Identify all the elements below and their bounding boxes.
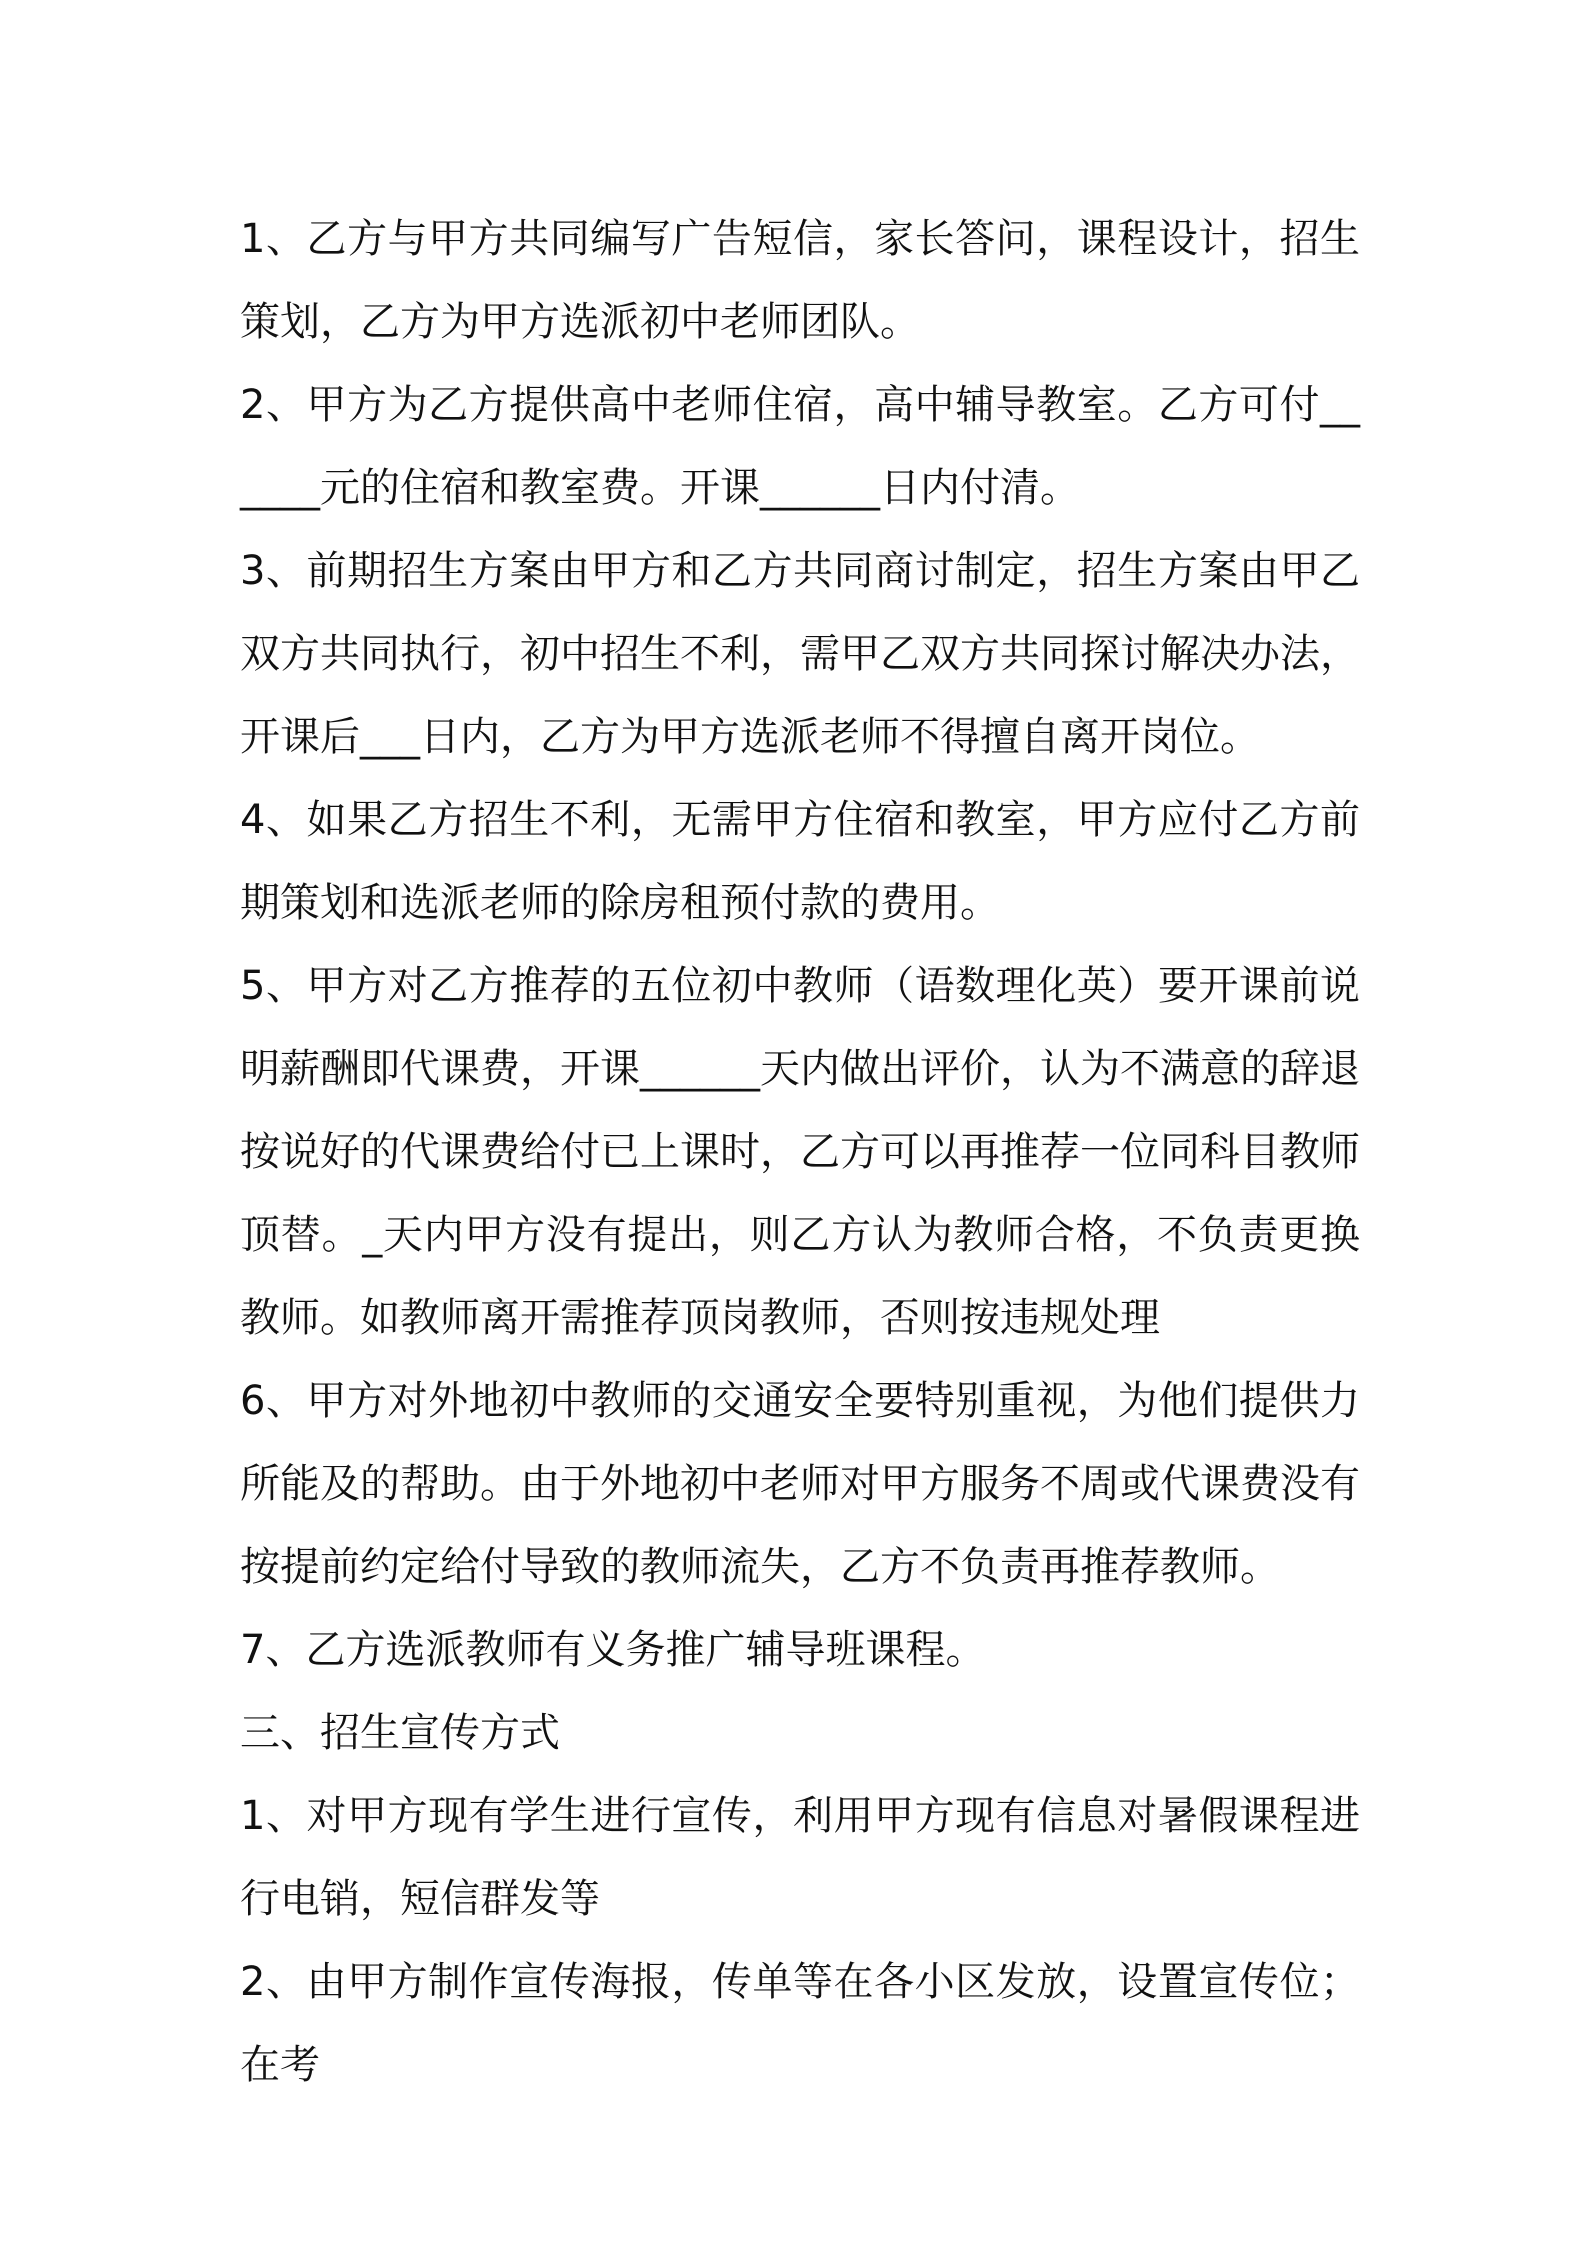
paragraph-clause-2: 2、甲方为乙方提供高中老师住宿，高中辅导教室。乙方可付______元的住宿和教室费。开课______日内付清。 [240, 382, 1360, 511]
paragraph-promo-1: 1、对甲方现有学生进行宣传，利用甲方现有信息对暑假课程进行电销，短信群发等 [240, 1793, 1360, 1922]
section-heading: 三、招生宣传方式 [240, 1710, 560, 1756]
paragraph-clause-5: 5、甲方对乙方推荐的五位初中教师（语数理化英）要开课前说明薪酬即代课费，开课______天内做出评价，认为不满意的辞退按说好的代课费给付已上课时，乙方可以再推荐一位同科目教师顶替。_天内甲方没有提出，则乙方认为教师合格，不负责更换教师。如教师离开需推荐顶岗教师，否则按违规处理 [240, 963, 1360, 1341]
document-body [240, 198, 1360, 2107]
paragraph-clause-7: 7、乙方选派教师有义务推广辅导班课程。 [240, 1627, 986, 1673]
paragraph-clause-1: 1、乙方与甲方共同编写广告短信，家长答问，课程设计，招生策划，乙方为甲方选派初中老师团队。 [240, 216, 1360, 345]
paragraph-clause-4: 4、如果乙方招生不利，无需甲方住宿和教室，甲方应付乙方前期策划和选派老师的除房租预付款的费用。 [240, 797, 1360, 926]
paragraph-promo-2: 2、由甲方制作宣传海报，传单等在各小区发放，设置宣传位；在考 [240, 1959, 1360, 2088]
paragraph-clause-6: 6、甲方对外地初中教师的交通安全要特别重视，为他们提供力所能及的帮助。由于外地初中老师对甲方服务不周或代课费没有按提前约定给付导致的教师流失，乙方不负责再推荐教师。 [240, 1378, 1360, 1590]
paragraph-clause-3: 3、前期招生方案由甲方和乙方共同商讨制定，招生方案由甲乙双方共同执行，初中招生不利，需甲乙双方共同探讨解决办法，开课后___日内，乙方为甲方选派老师不得擅自离开岗位。 [240, 548, 1360, 760]
